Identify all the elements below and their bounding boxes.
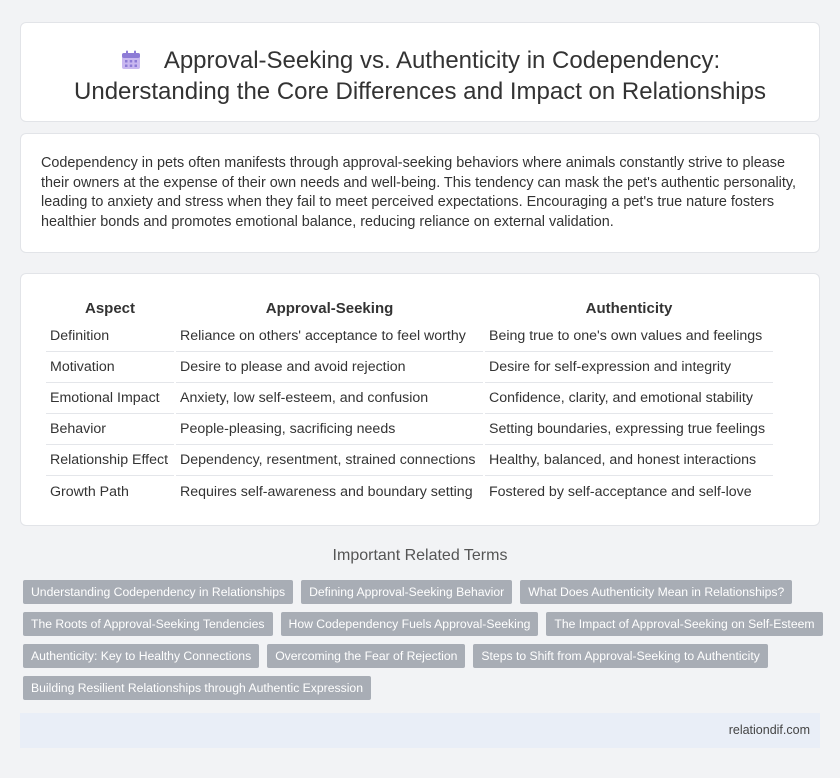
intro-paragraph: Codependency in pets often manifests through approval-seeking behaviors where animals constantly strive to please their owners at the expense of their own needs and well-being. This tendency can mask the pet's authentic personality, leading to anxiety and stress when they fail to meet perceived expectations. Encouraging a pet's true nature fosters healthier bonds and promotes emotional balance, reducing reliance on external validation. — [41, 155, 796, 230]
tag-row — [23, 676, 813, 700]
related-term-tag[interactable]: Overcoming the Fear of Rejection — [267, 644, 465, 668]
table-cell: Reliance on others' acceptance to feel worthy — [176, 321, 483, 352]
table-cell: Anxiety, low self-esteem, and confusion — [176, 383, 483, 414]
column-header: Authenticity — [585, 300, 673, 317]
related-terms-heading: Important Related Terms — [332, 547, 508, 564]
footer — [20, 713, 820, 748]
table-row — [46, 476, 773, 507]
site-credit[interactable]: relationdif.com — [728, 723, 810, 737]
intro-card — [20, 133, 820, 253]
related-term-tag[interactable]: Building Resilient Relationships through Authentic Expression — [23, 676, 371, 700]
table-cell: Definition — [46, 321, 174, 352]
table-cell: Being true to one's own values and feelings — [485, 321, 773, 352]
table-cell: Requires self-awareness and boundary setting — [180, 483, 473, 500]
related-term-tag[interactable]: Steps to Shift from Approval-Seeking to Authenticity — [473, 644, 767, 668]
column-header: Approval-Seeking — [265, 300, 394, 317]
table-row — [46, 383, 773, 414]
page-title — [21, 45, 819, 107]
comparison-card — [20, 273, 820, 526]
tag-row — [23, 612, 813, 636]
column-header: Aspect — [84, 300, 136, 317]
table-row — [46, 414, 773, 445]
table-cell: Dependency, resentment, strained connections — [176, 445, 483, 476]
table-cell: Motivation — [46, 352, 174, 383]
tag-row — [23, 580, 813, 604]
related-term-tag[interactable]: The Impact of Approval-Seeking on Self-Esteem — [546, 612, 822, 636]
related-term-tag[interactable]: Understanding Codependency in Relationships — [23, 580, 293, 604]
related-term-tag[interactable]: What Does Authenticity Mean in Relationships? — [520, 580, 792, 604]
table-row — [46, 321, 773, 352]
table-row — [46, 352, 773, 383]
table-cell: Healthy, balanced, and honest interactions — [485, 445, 773, 476]
page-title-text: Approval-Seeking vs. Authenticity in Codependency: Understanding the Core Differences and Impact on Relationships — [74, 47, 766, 105]
related-term-tag[interactable]: The Roots of Approval-Seeking Tendencies — [23, 612, 273, 636]
table-cell: Desire for self-expression and integrity — [485, 352, 773, 383]
table-cell: Relationship Effect — [46, 445, 174, 476]
title-card — [20, 22, 820, 122]
calendar-icon — [120, 49, 142, 71]
tag-row — [23, 644, 813, 668]
table-cell: Growth Path — [50, 483, 129, 500]
related-term-tag[interactable]: How Codependency Fuels Approval-Seeking — [281, 612, 539, 636]
table-cell: Desire to please and avoid rejection — [176, 352, 483, 383]
table-cell: Emotional Impact — [46, 383, 174, 414]
related-term-tag[interactable]: Defining Approval-Seeking Behavior — [301, 580, 512, 604]
table-cell: Fostered by self-acceptance and self-love — [489, 483, 752, 500]
related-terms-list — [23, 580, 813, 708]
related-term-tag[interactable]: Authenticity: Key to Healthy Connections — [23, 644, 259, 668]
table-cell: Confidence, clarity, and emotional stability — [485, 383, 773, 414]
table-cell: People-pleasing, sacrificing needs — [176, 414, 483, 445]
table-row — [46, 445, 773, 476]
comparison-table — [44, 296, 775, 507]
table-cell: Behavior — [46, 414, 174, 445]
table-cell: Setting boundaries, expressing true feelings — [485, 414, 773, 445]
table-header-row — [46, 296, 773, 321]
